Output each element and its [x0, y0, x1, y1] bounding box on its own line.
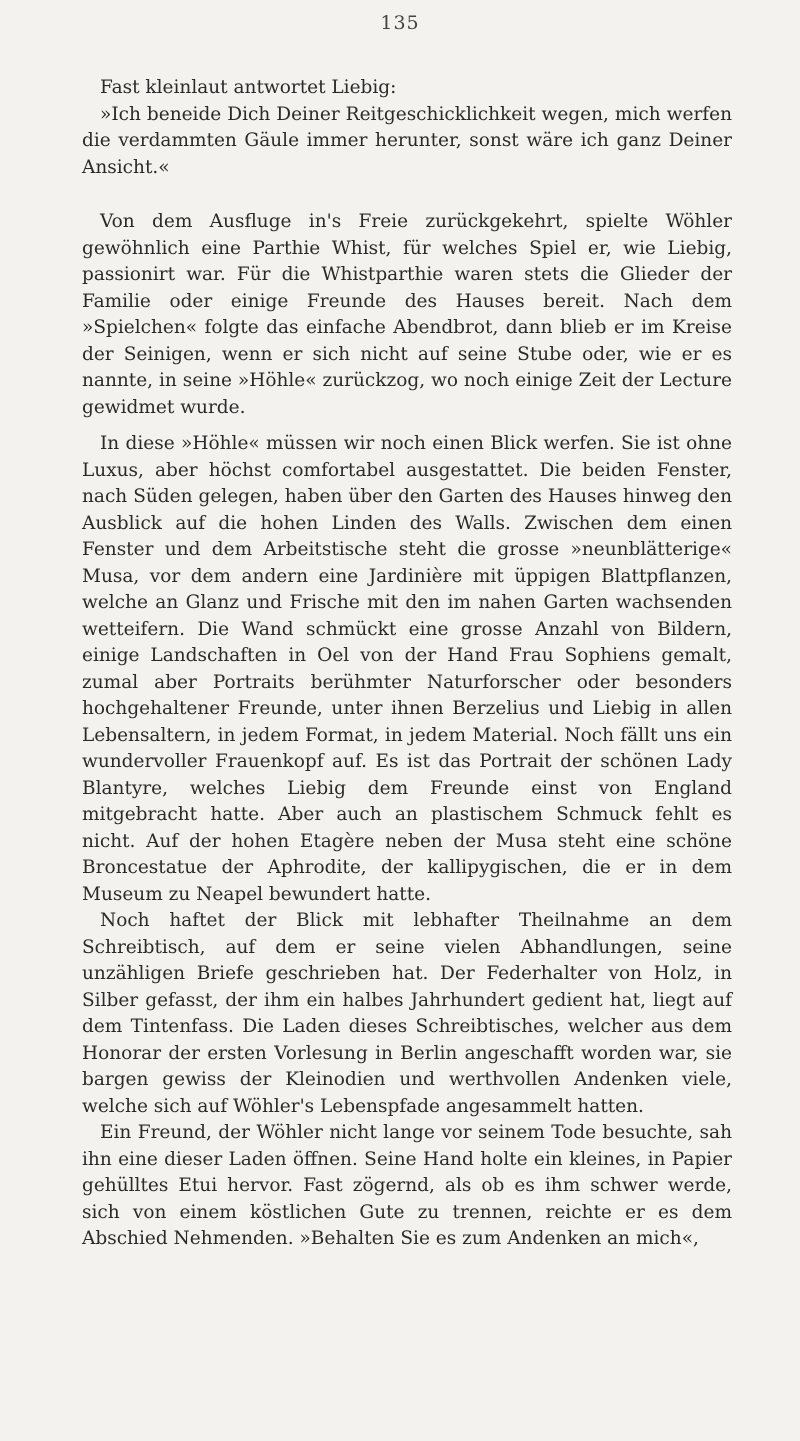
paragraph-1: Fast kleinlaut antwortet Liebig:	[100, 77, 397, 98]
paragraph-6: Ein Freund, der Wöhler nicht lange vor seinem Tode besuchte, sah ihn eine dieser Laden öffnen. Seine Hand holte ein kleines, in Papier gehülltes Etui hervor. Fast zögernd, als ob es ihm schwer werde, sich von einem köstlichen Gute zu trennen, reichte er es dem Abschied Nehmenden. »Behalten Sie es zum Andenken an mich«,	[82, 1122, 732, 1249]
paragraph-2-quote: »Ich beneide Dich Deiner Reitgeschicklichkeit wegen, mich werfen die verdammten Gäule immer herunter, sonst wäre ich ganz Deiner Ansicht.«	[82, 103, 732, 178]
paragraph-5: Noch haftet der Blick mit lebhafter Theilnahme an dem Schreibtisch, auf dem er seine vielen Abhandlungen, seine unzähligen Briefe geschrieben hat. Der Federhalter von Holz, in Silber gefasst, der ihm ein halbes Jahrhundert gedient hat, liegt auf dem Tintenfass. Die Laden dieses Schreibtisches, welcher aus dem Honorar der ersten Vorlesung in Berlin angeschafft worden war, sie bargen gewiss der Kleinodien und werthvollen Andenken viele, welche sich auf Wöhler's Lebenspfade angesammelt hatten.	[82, 910, 732, 1117]
body-text	[82, 75, 732, 1253]
paragraph-3: Von dem Ausfluge in's Freie zurückgekehrt, spielte Wöhler gewöhnlich eine Parthie Whist, für welches Spiel er, wie Liebig, passionirt war. Für die Whistparthie waren stets die Glieder der Familie oder einige Freunde des Hauses bereit. Nach dem »Spielchen« folgte das einfache Abendbrot, dann blieb er im Kreise der Seinigen, wenn er sich nicht auf seine Stube oder, wie er es nannte, in seine »Höhle« zurückzog, wo noch einige Zeit der Lecture gewidmet wurde.	[82, 211, 732, 418]
page-number: 135	[380, 12, 420, 34]
paragraph-4: In diese »Höhle« müssen wir noch einen Blick werfen. Sie ist ohne Luxus, aber höchst comfortabel ausgestattet. Die beiden Fenster, nach Süden gelegen, haben über den Garten des Hauses hinweg den Ausblick auf die hohen Linden des Walls. Zwischen dem einen Fenster und dem Arbeitstische steht die grosse »neunblätterige« Musa, vor dem andern eine Jardinière mit üppigen Blattpflanzen, welche an Glanz und Frische mit den im nahen Garten wachsenden wetteifern. Die Wand schmückt eine grosse Anzahl von Bildern, einige Landschaften in Oel von der Hand Frau Sophiens gemalt, zumal aber Portraits berühmter Naturforscher oder besonders hochgehaltener Freunde, unter ihnen Berzelius und Liebig in allen Lebensaltern, in jedem Format, in jedem Material. Noch fällt uns ein wundervoller Frauenkopf auf. Es ist das Portrait der schönen Lady Blantyre, welches Liebig dem Freunde einst von England mitgebracht hatte. Aber auch an plastischem Schmuck fehlt es nicht. Auf der hohen Etagère neben der Musa steht eine schöne Broncestatue der Aphrodite, der kallipygischen, die er in dem Museum zu Neapel bewundert hatte.	[82, 433, 732, 905]
